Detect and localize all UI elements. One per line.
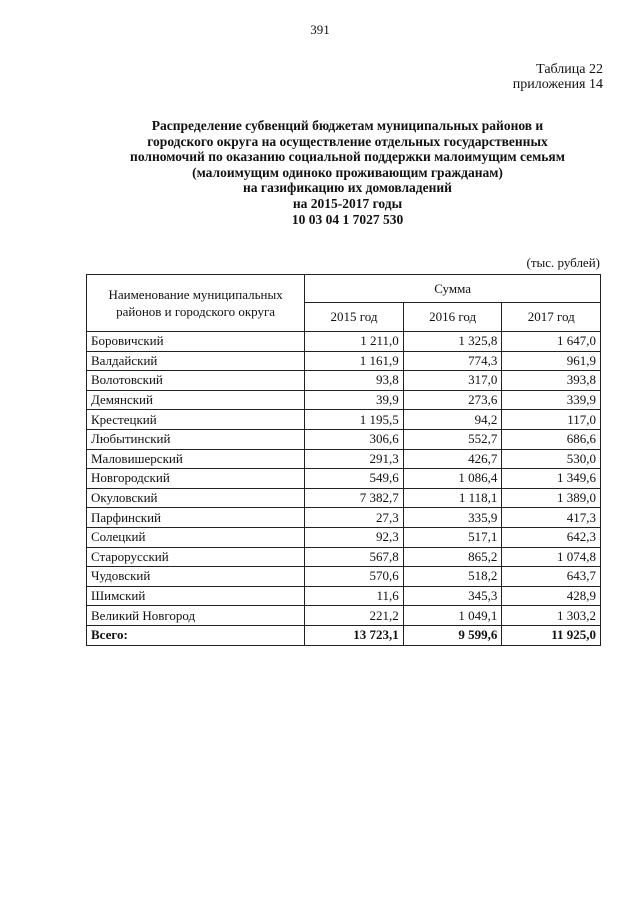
value-2015: 1 161,9: [305, 351, 404, 371]
table-row: [87, 332, 601, 352]
value-2015: 7 382,7: [305, 488, 404, 508]
district-name: Окуловский: [87, 488, 305, 508]
value-2015: 93,8: [305, 371, 404, 391]
value-2017: 428,9: [502, 586, 601, 606]
table-row: [87, 371, 601, 391]
table-row: [87, 488, 601, 508]
district-name: Старорусский: [87, 547, 305, 567]
district-name: Маловишерский: [87, 449, 305, 469]
value-2017: 1 074,8: [502, 547, 601, 567]
table-row: [87, 469, 601, 489]
table-row: [87, 547, 601, 567]
title-line: (малоимущим одиноко проживающим гражданам): [192, 164, 503, 180]
value-2016: 317,0: [403, 371, 502, 391]
value-2016: 865,2: [403, 547, 502, 567]
column-header-2015: 2015 год: [305, 303, 404, 332]
value-2016: 1 118,1: [403, 488, 502, 508]
value-2017: 1 389,0: [502, 488, 601, 508]
document-title: [60, 118, 635, 227]
column-header-name: Наименование муниципальных районов и городского округа: [87, 275, 305, 332]
value-2015: 221,2: [305, 606, 404, 626]
value-2017: 961,9: [502, 351, 601, 371]
total-2016: 9 599,6: [403, 625, 502, 645]
value-2017: 117,0: [502, 410, 601, 430]
value-2015: 549,6: [305, 469, 404, 489]
table-row: [87, 586, 601, 606]
table-reference: [513, 62, 603, 92]
total-label: Всего:: [87, 625, 305, 645]
value-2017: 1 303,2: [502, 606, 601, 626]
column-header-2017: 2017 год: [502, 303, 601, 332]
table-row: [87, 606, 601, 626]
value-2016: 518,2: [403, 567, 502, 587]
table-row: [87, 429, 601, 449]
value-2017: 1 349,6: [502, 469, 601, 489]
title-line: на 2015-2017 годы: [292, 195, 403, 211]
table-row: [87, 390, 601, 410]
table-row: [87, 351, 601, 371]
value-2016: 552,7: [403, 429, 502, 449]
column-header-2016: 2016 год: [403, 303, 502, 332]
total-2017: 11 925,0: [502, 625, 601, 645]
table-row: [87, 410, 601, 430]
district-name: Парфинский: [87, 508, 305, 528]
title-line: на газификацию их домовладений: [243, 180, 452, 196]
value-2015: 92,3: [305, 527, 404, 547]
value-2017: 417,3: [502, 508, 601, 528]
column-header-sum: Сумма: [305, 275, 601, 303]
value-2015: 567,8: [305, 547, 404, 567]
page-number: 391: [310, 22, 330, 37]
value-2015: 1 211,0: [305, 332, 404, 352]
value-2016: 774,3: [403, 351, 502, 371]
title-line: 10 03 04 1 7027 530: [291, 211, 404, 227]
value-2017: 642,3: [502, 527, 601, 547]
table-row: [87, 449, 601, 469]
value-2017: 339,9: [502, 390, 601, 410]
table-row: [87, 567, 601, 587]
value-2016: 426,7: [403, 449, 502, 469]
table-row: [87, 527, 601, 547]
value-2016: 1 086,4: [403, 469, 502, 489]
value-2015: 11,6: [305, 586, 404, 606]
value-2017: 1 647,0: [502, 332, 601, 352]
value-2016: 335,9: [403, 508, 502, 528]
value-2016: 345,3: [403, 586, 502, 606]
district-name: Боровичский: [87, 332, 305, 352]
district-name: Демянский: [87, 390, 305, 410]
table-ref-line: приложения 14: [512, 77, 603, 92]
table-row: [87, 508, 601, 528]
total-2015: 13 723,1: [305, 625, 404, 645]
title-line: полномочий по оказанию социальной поддержки малоимущим семьям: [130, 149, 565, 165]
value-2015: 1 195,5: [305, 410, 404, 430]
value-2016: 94,2: [403, 410, 502, 430]
value-2017: 530,0: [502, 449, 601, 469]
value-2016: 517,1: [403, 527, 502, 547]
subventions-table: [86, 274, 601, 646]
total-row: [87, 625, 601, 645]
title-line: Распределение субвенций бюджетам муниципальных районов и: [151, 118, 544, 133]
value-2015: 39,9: [305, 390, 404, 410]
units-label: (тыс. рублей): [526, 255, 600, 270]
district-name: Солецкий: [87, 527, 305, 547]
district-name: Валдайский: [87, 351, 305, 371]
value-2017: 393,8: [502, 371, 601, 391]
value-2016: 1 325,8: [403, 332, 502, 352]
table-ref-line: Таблица 22: [536, 62, 603, 77]
district-name: Новгородский: [87, 469, 305, 489]
value-2017: 643,7: [502, 567, 601, 587]
value-2017: 686,6: [502, 429, 601, 449]
district-name: Чудовский: [87, 567, 305, 587]
value-2015: 570,6: [305, 567, 404, 587]
district-name: Шимский: [87, 586, 305, 606]
value-2015: 306,6: [305, 429, 404, 449]
value-2016: 1 049,1: [403, 606, 502, 626]
district-name: Великий Новгород: [87, 606, 305, 626]
value-2015: 291,3: [305, 449, 404, 469]
district-name: Крестецкий: [87, 410, 305, 430]
title-line: городского округа на осуществление отдельных государственных: [147, 133, 548, 149]
value-2016: 273,6: [403, 390, 502, 410]
district-name: Любытинский: [87, 429, 305, 449]
value-2015: 27,3: [305, 508, 404, 528]
district-name: Волотовский: [87, 371, 305, 391]
